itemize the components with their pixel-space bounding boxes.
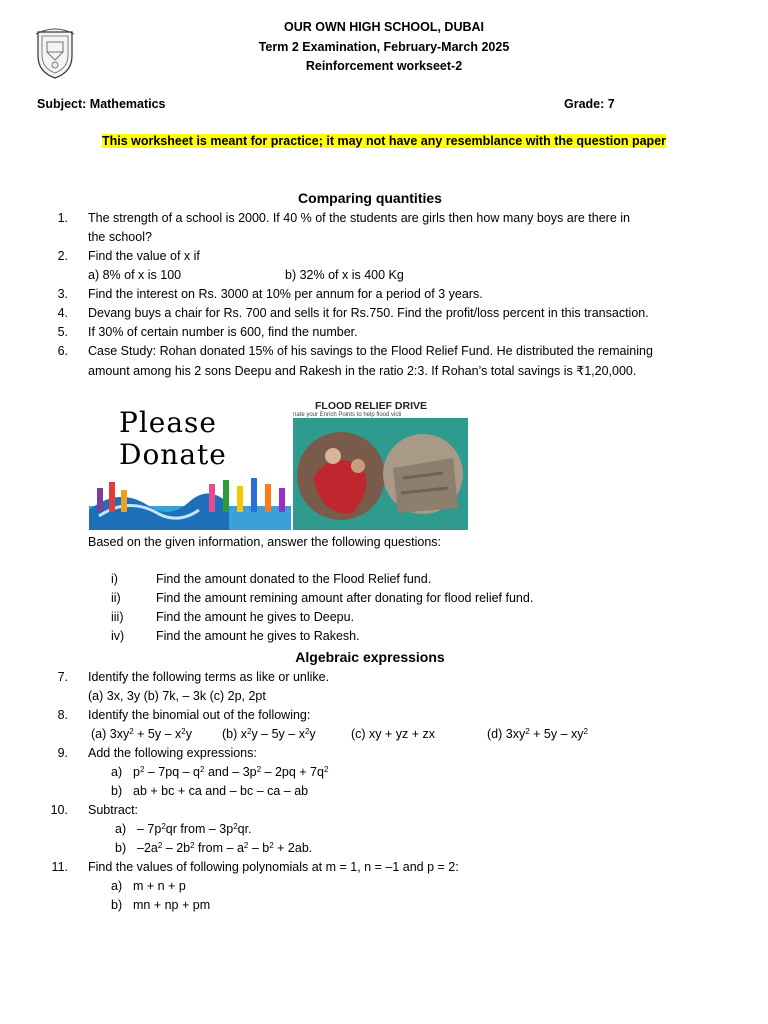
question-8-text: Identify the binomial out of the following: bbox=[88, 708, 311, 722]
question-2-option-a: a) 8% of x is 100 bbox=[88, 268, 182, 282]
question-10-expression-a: – $7p^2qr$ from – $3p^2qr$. bbox=[137, 822, 252, 836]
practice-notice: This worksheet is meant for practice; it may not have any resemblance with the question paper bbox=[101, 134, 667, 148]
question-9-text: Add the following expressions: bbox=[88, 746, 257, 760]
question-7-text: Identify the following terms as like or unlike. bbox=[88, 670, 330, 684]
flood-relief-subtitle: nate your Enrich Points to help flood victi bbox=[293, 412, 402, 418]
question-number: 11. bbox=[51, 860, 68, 874]
hands-wave-graphic bbox=[89, 476, 291, 530]
subject-label: Subject: Mathematics bbox=[37, 97, 166, 111]
question-number: 1. bbox=[57, 211, 68, 225]
donate-text-line2: Donate bbox=[119, 438, 227, 471]
case-study-instruction: Based on the given information, answer the following questions: bbox=[88, 535, 441, 549]
grade-label: Grade: 7 bbox=[564, 97, 615, 111]
question-2-option-b: b) 32% of x is 400 Kg bbox=[285, 268, 404, 282]
question-number: 5. bbox=[57, 325, 68, 339]
question-number: 2. bbox=[57, 249, 68, 263]
sub-option-label: a) bbox=[115, 822, 127, 836]
question-11-expression-b: mn + np + pm bbox=[133, 898, 211, 912]
sub-option-label: a) bbox=[111, 765, 123, 779]
question-10-expression-b: $-2a^2 - 2b^2$ from – $a^2 - b^2 + 2ab$. bbox=[137, 841, 313, 855]
question-7-options: (a) 3x, 3y (b) 7k, – 3k (c) 2p, 2pt bbox=[88, 689, 266, 703]
question-8-option-a: (a) $3xy^2 + 5y - x^2y$ bbox=[91, 727, 192, 741]
sub-option-label: b) bbox=[111, 898, 123, 912]
question-1-line1: The strength of a school is 2000. If 40 % of the students are girls then how many boys are there in bbox=[88, 211, 630, 225]
please-donate-image bbox=[89, 396, 291, 530]
sub-question-roman: iii) bbox=[111, 610, 124, 624]
question-number: 7. bbox=[57, 670, 68, 684]
question-number: 3. bbox=[57, 287, 68, 301]
question-number: 8. bbox=[57, 708, 68, 722]
school-name: OUR OWN HIGH SCHOOL, DUBAI bbox=[284, 20, 484, 34]
sub-question-text: Find the amount he gives to Deepu. bbox=[156, 610, 355, 624]
question-8-option-d: (d) $3xy^2 + 5y - xy^2$ bbox=[487, 727, 588, 741]
question-1-line2: the school? bbox=[88, 230, 152, 244]
question-3-text: Find the interest on Rs. 3000 at 10% per annum for a period of 3 years. bbox=[88, 287, 483, 301]
worksheet-title: Reinforcement workseet-2 bbox=[305, 59, 463, 73]
question-6-line2: amount among his 2 sons Deepu and Rakesh in the ratio 2:3. If Rohan’s total savings is ₹1,20,000. bbox=[88, 364, 637, 378]
sub-question-text: Find the amount donated to the Flood Relief fund. bbox=[156, 572, 432, 586]
sub-option-label: b) bbox=[111, 784, 123, 798]
question-9-expression-b: ab + bc + ca and – bc – ca – ab bbox=[133, 784, 309, 798]
exam-title: Term 2 Examination, February-March 2025 bbox=[258, 40, 510, 54]
question-11-expression-a: m + n + p bbox=[133, 879, 186, 893]
question-4-text: Devang buys a chair for Rs. 700 and sells it for Rs.750. Find the profit/loss percent in this transaction. bbox=[88, 306, 649, 320]
sub-question-roman: ii) bbox=[111, 591, 121, 605]
question-8-option-c: (c) xy + yz + zx bbox=[351, 727, 436, 741]
donate-text-line1: Please bbox=[119, 406, 217, 439]
question-11-text: Find the values of following polynomials at m = 1, n = –1 and p = 2: bbox=[88, 860, 459, 874]
question-8-option-b: (b) $x^2y - 5y - x^2y$ bbox=[222, 727, 316, 741]
sub-question-roman: i) bbox=[111, 572, 118, 586]
sub-question-text: Find the amount he gives to Rakesh. bbox=[156, 629, 360, 643]
section-title-comparing: Comparing quantities bbox=[298, 190, 442, 206]
question-number: 4. bbox=[57, 306, 68, 320]
section-title-algebraic: Algebraic expressions bbox=[295, 649, 445, 665]
sub-option-label: b) bbox=[115, 841, 127, 855]
question-number: 10. bbox=[50, 803, 68, 817]
sub-question-roman: iv) bbox=[111, 629, 125, 643]
question-2-text: Find the value of x if bbox=[88, 249, 200, 263]
sub-option-label: a) bbox=[111, 879, 123, 893]
flood-relief-drive-image bbox=[293, 396, 468, 530]
question-10-text: Subtract: bbox=[88, 803, 139, 817]
flood-relief-title: FLOOD RELIEF DRIVE bbox=[315, 400, 428, 412]
question-9-expression-a: $p^2 - 7pq - q^2$ and – $3p^2 - 2pq + 7q^2$ bbox=[133, 765, 329, 779]
flood-relief-photo bbox=[293, 418, 468, 530]
question-number: 9. bbox=[57, 746, 68, 760]
sub-question-text: Find the amount remining amount after donating for flood relief fund. bbox=[156, 591, 534, 605]
question-6-line1: Case Study: Rohan donated 15% of his savings to the Flood Relief Fund. He distributed the remaining bbox=[88, 344, 653, 358]
question-number: 6. bbox=[57, 344, 68, 358]
question-5-text: If 30% of certain number is 600, find the number. bbox=[88, 325, 358, 339]
